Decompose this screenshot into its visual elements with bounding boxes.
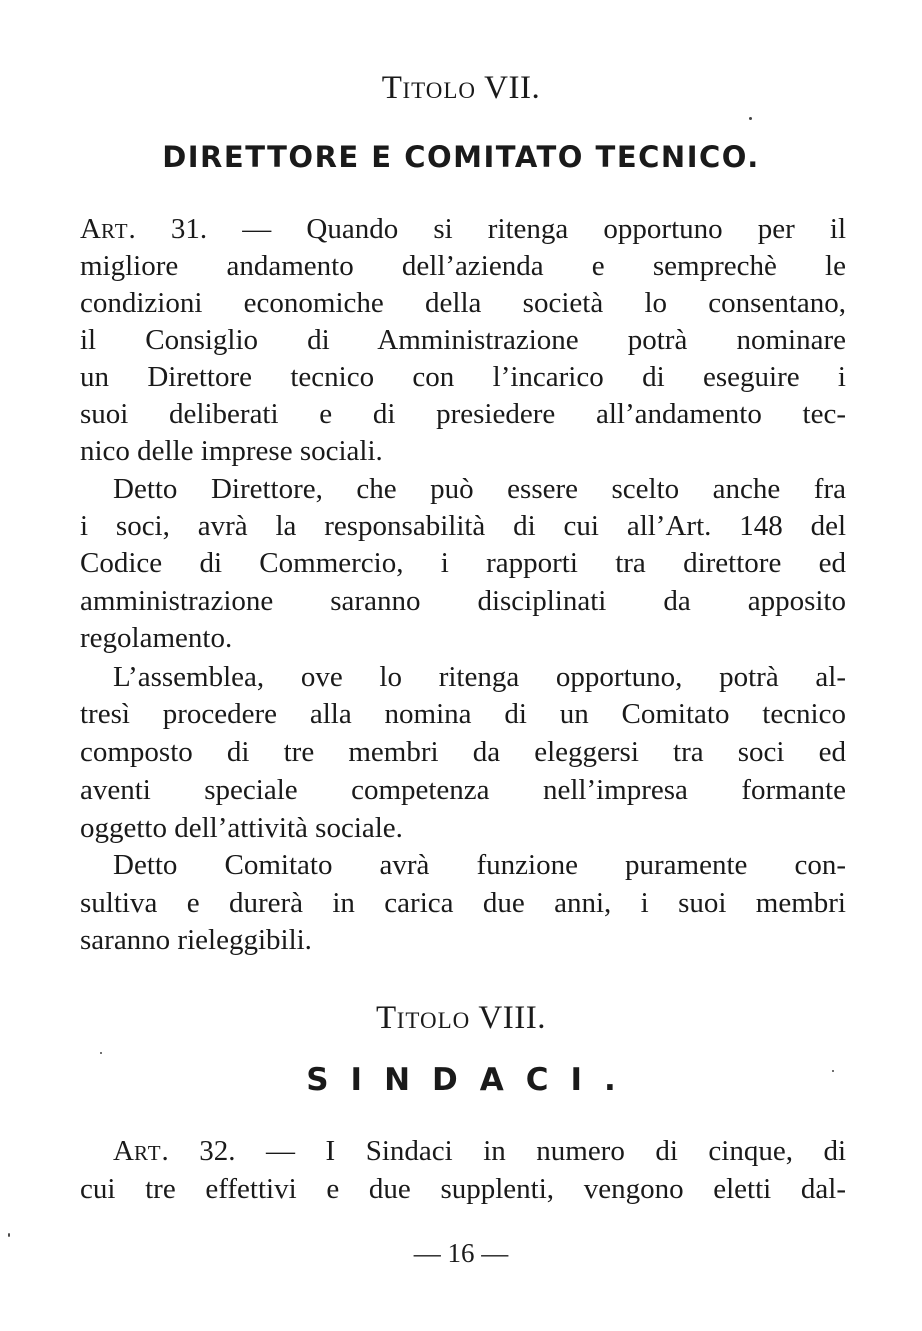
- art31-line-6: suoi deliberati e di presiedere all’andamento tec-: [80, 398, 846, 430]
- art31-line-7: nico delle imprese sociali.: [80, 435, 383, 467]
- article-label: ART. 31.: [80, 213, 208, 245]
- art31-line-13: L’assemblea, ove lo ritenga opportuno, potrà al-: [113, 661, 846, 693]
- title-initial: T: [376, 1000, 397, 1036]
- line-text: — I Sindaci in numero di cinque, di: [235, 1135, 847, 1167]
- art31-line-9: i soci, avrà la responsabilità di cui all’Art. 148 del: [80, 510, 846, 542]
- page-number: — 16 —: [413, 1238, 509, 1268]
- article-label: ART. 32.: [113, 1135, 236, 1167]
- art31-line-8: Detto Direttore, che può essere scelto anche fra: [113, 473, 846, 505]
- art31-line-4: il Consiglio di Amministrazione potrà nominare: [80, 324, 846, 356]
- art31-line-11: amministrazione saranno disciplinati da apposito: [80, 585, 846, 617]
- section-heading-7: DIRETTORE E COMITATO TECNICO.: [162, 140, 760, 174]
- art31-line-2: migliore andamento dell’azienda e semprechè le: [80, 250, 846, 282]
- section-heading-8: SINDACI.: [306, 1062, 638, 1098]
- print-speck: [100, 1052, 102, 1054]
- art31-line-18: Detto Comitato avrà funzione puramente con-: [113, 849, 846, 881]
- art31-line-15: composto di tre membri da eleggersi tra soci ed: [80, 736, 846, 768]
- art32-line-1: [113, 1132, 846, 1170]
- print-speck: [832, 1070, 834, 1072]
- art31-line-16: aventi speciale competenza nell’impresa formante: [80, 774, 846, 806]
- title-initial: T: [381, 70, 403, 106]
- art31-line-17: oggetto dell’attività sociale.: [80, 812, 403, 844]
- art31-line-12: regolamento.: [80, 622, 233, 654]
- print-speck: [749, 117, 752, 120]
- line-text: — Quando si ritenga opportuno per il: [207, 213, 847, 245]
- section-title-8: [0, 1000, 922, 1037]
- art31-line-14: tresì procedere alla nomina di un Comitato tecnico: [80, 698, 846, 730]
- art31-line-3: condizioni economiche della società lo consentano,: [80, 287, 846, 319]
- title-small-caps: ITOLO: [402, 78, 476, 103]
- section-title-7: [0, 70, 922, 107]
- art31-line-1: [80, 210, 846, 248]
- title-number: VII.: [476, 70, 541, 106]
- art32-line-2: cui tre effettivi e due supplenti, vengono eletti dal-: [80, 1173, 846, 1205]
- title-small-caps: ITOLO: [396, 1008, 471, 1033]
- art31-line-20: saranno rieleggibili.: [80, 924, 312, 956]
- title-number: VIII.: [470, 1000, 546, 1036]
- art31-line-5: un Direttore tecnico con l’incarico di eseguire i: [80, 361, 846, 393]
- print-speck: [8, 1233, 10, 1237]
- art31-line-19: sultiva e durerà in carica due anni, i suoi membri: [80, 887, 846, 919]
- art31-line-10: Codice di Commercio, i rapporti tra direttore ed: [80, 547, 846, 579]
